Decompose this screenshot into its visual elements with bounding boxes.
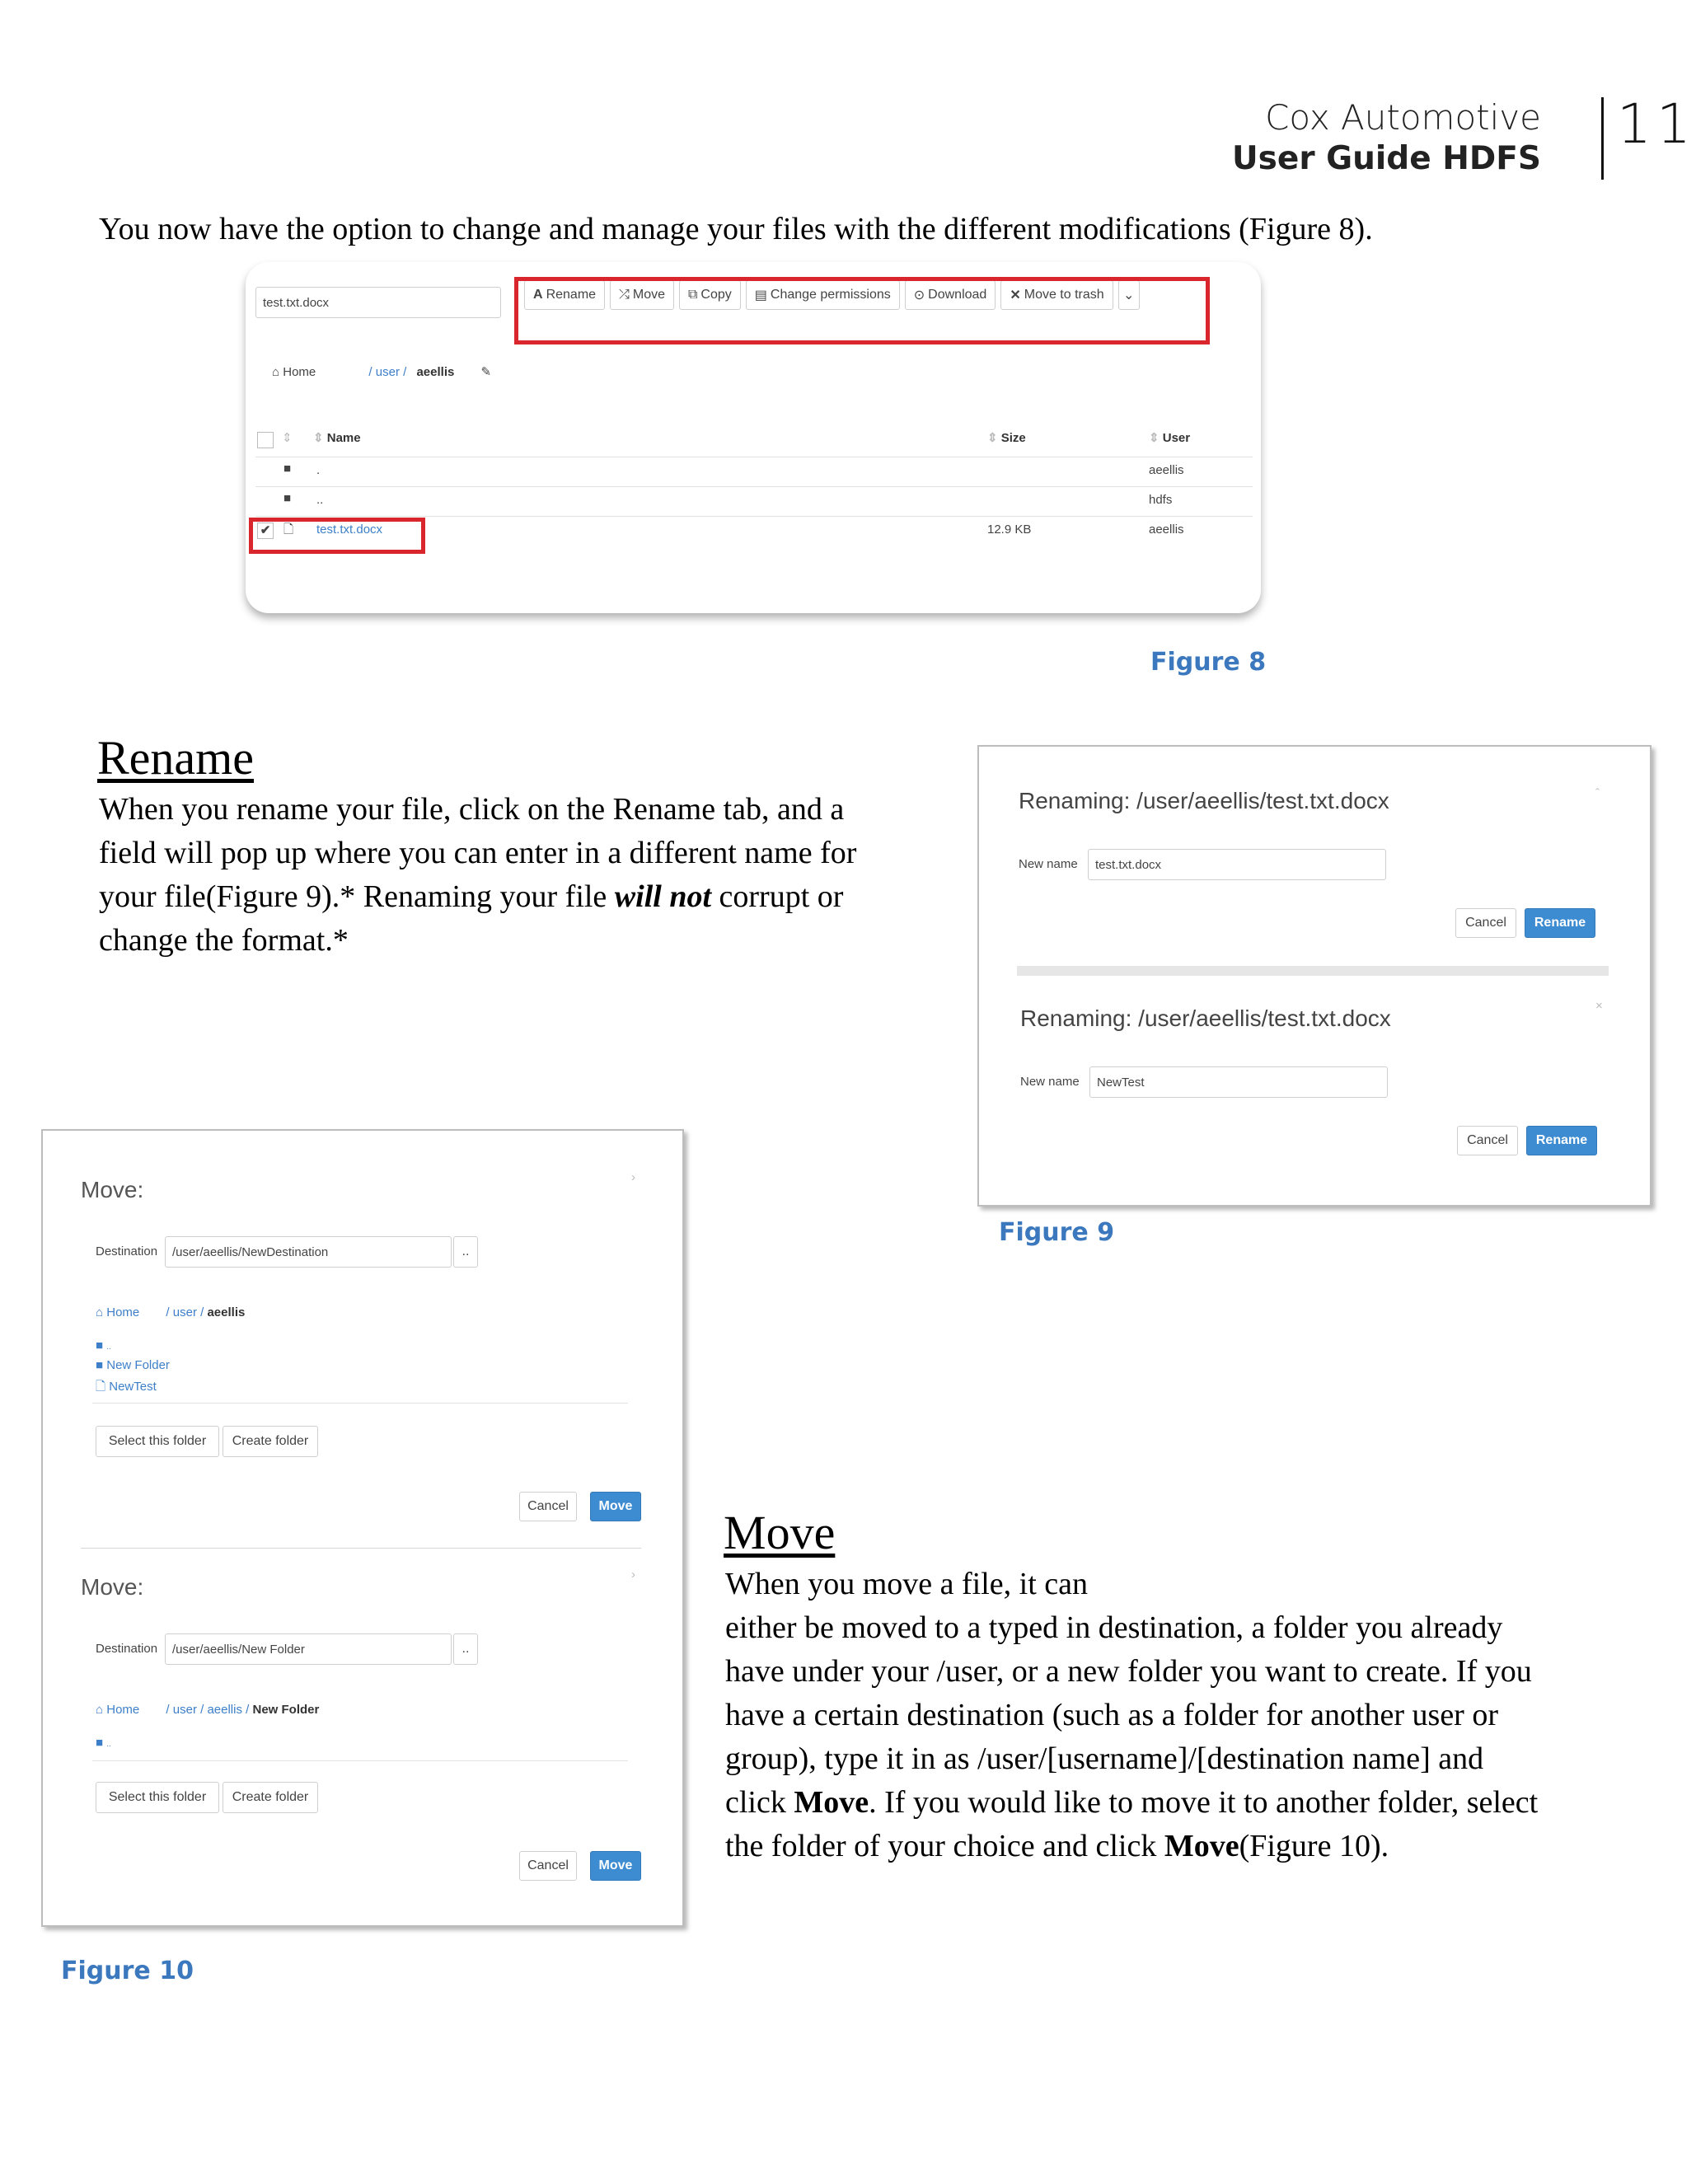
breadcrumb-home[interactable]: Home — [106, 1305, 140, 1319]
breadcrumb-home[interactable]: Home — [283, 365, 316, 379]
breadcrumb — [96, 1703, 319, 1717]
header-guide-title: User Guide HDFS — [1232, 140, 1541, 177]
figure-8-caption: Figure 8 — [1150, 648, 1267, 677]
destination-input[interactable]: /user/aeellis/NewDestination — [165, 1236, 452, 1268]
table-row-user: hdfs — [1149, 493, 1173, 507]
move-button[interactable]: Move — [590, 1851, 641, 1881]
file-icon: 🗋 — [96, 1380, 106, 1394]
folder-icon: ■ — [283, 462, 292, 476]
chevron-down-icon: ⌄ — [1122, 288, 1135, 302]
rename-heading: Rename — [97, 731, 255, 785]
close-icon[interactable]: › — [631, 1170, 635, 1184]
column-user-header[interactable]: ⇕ User — [1149, 431, 1191, 445]
dialog-divider — [81, 1548, 641, 1549]
folder-list-item[interactable]: ■ .. — [96, 1338, 111, 1352]
figure-9-caption: Figure 9 — [999, 1218, 1115, 1247]
new-name-input[interactable]: test.txt.docx — [1088, 849, 1386, 880]
folder-icon: ■ — [96, 1358, 104, 1372]
move-dialog-title: Move: — [81, 1177, 144, 1202]
move-heading: Move — [724, 1506, 836, 1559]
list-divider — [92, 1403, 628, 1404]
intro-paragraph: You now have the option to change and manage your files with the different modifications (Figure 8). — [99, 212, 1373, 246]
breadcrumb-user[interactable]: / user / — [166, 1305, 204, 1319]
figure-10-screenshot — [41, 1129, 684, 1927]
rename-paragraph: When you rename your file, click on the Rename tab, and a field will pop up where you can enter in a different name for your file(Figure 9).* Renaming your file will not corrupt or change the format.* — [99, 792, 857, 958]
move-button[interactable]: ⤮ Move — [610, 280, 674, 310]
table-row-name[interactable]: .. — [316, 493, 324, 507]
header-divider — [1601, 97, 1604, 180]
row-divider — [255, 486, 1253, 487]
create-folder-button[interactable]: Create folder — [223, 1426, 318, 1457]
list-icon: ▤ — [754, 288, 767, 302]
breadcrumb-current: New Folder — [252, 1703, 320, 1717]
change-permissions-button[interactable]: ▤ Change permissions — [746, 280, 900, 310]
folder-icon: ■ — [283, 491, 292, 505]
figure-9-screenshot — [977, 745, 1651, 1207]
move-to-trash-button[interactable]: ✕ Move to trash — [1000, 280, 1113, 310]
browse-button[interactable]: .. — [453, 1236, 478, 1268]
breadcrumb-current: aeellis — [207, 1305, 246, 1319]
move-button[interactable]: Move — [590, 1492, 641, 1521]
figure-8-screenshot — [246, 262, 1261, 613]
destination-input[interactable]: /user/aeellis/New Folder — [165, 1633, 452, 1665]
list-divider — [92, 1760, 628, 1761]
table-row-size: 12.9 KB — [987, 523, 1032, 537]
breadcrumb-current: aeellis — [416, 365, 455, 379]
rename-button[interactable]: Rename — [1525, 908, 1595, 938]
home-icon: ⌂ — [96, 1305, 104, 1319]
home-icon: ⌂ — [96, 1703, 104, 1717]
rename-dialog-title: Renaming: /user/aeellis/test.txt.docx — [1019, 788, 1389, 813]
destination-label: Destination — [96, 1642, 158, 1656]
rename-dialog-title: Renaming: /user/aeellis/test.txt.docx — [1020, 1005, 1391, 1031]
breadcrumb — [272, 364, 491, 379]
folder-icon: ■ — [96, 1338, 104, 1352]
table-row-name[interactable]: test.txt.docx — [316, 523, 383, 537]
breadcrumb — [96, 1305, 245, 1319]
folder-icon: ■ — [96, 1736, 104, 1750]
file-icon: 🗋 — [283, 523, 294, 537]
table-row-user: aeellis — [1149, 523, 1184, 537]
select-this-folder-button[interactable]: Select this folder — [96, 1426, 219, 1457]
rename-button[interactable]: Rename — [1526, 1126, 1597, 1155]
cancel-button[interactable]: Cancel — [519, 1492, 577, 1521]
home-icon: ⌂ — [272, 365, 280, 379]
close-icon[interactable]: › — [631, 1568, 635, 1582]
move-paragraph: When you move a file, it can either be moved to a typed in destination, a folder you already have under your /user, or a new folder you want to create. If you have a certain destination (such as a folder for another user or group), type it in as /user/[username]/[destination name] and click Move. If you would like to move it to another folder, select the folder of your choice and click Move(Figure 10). — [725, 1567, 1539, 1863]
row-checkbox-checked[interactable]: ✔ — [257, 523, 274, 539]
new-name-label: New name — [1019, 857, 1078, 871]
breadcrumb-user[interactable]: / user / — [368, 365, 407, 379]
select-this-folder-button[interactable]: Select this folder — [96, 1782, 219, 1813]
folder-list-item[interactable]: ■ .. — [96, 1736, 111, 1750]
dialog-divider — [1017, 966, 1609, 976]
table-row-user: aeellis — [1149, 463, 1184, 477]
rename-icon: A — [533, 288, 543, 302]
move-dialog-title: Move: — [81, 1574, 144, 1600]
shuffle-icon: ⤮ — [619, 288, 630, 302]
sort-icon[interactable]: ⇕ — [282, 431, 293, 445]
cancel-button[interactable]: Cancel — [519, 1851, 577, 1881]
table-row-name[interactable]: . — [316, 463, 321, 477]
figure-10-caption: Figure 10 — [61, 1957, 194, 1985]
breadcrumb-user[interactable]: / user / aeellis / — [166, 1703, 250, 1717]
close-icon[interactable]: × — [1595, 999, 1603, 1013]
download-icon: ⊙ — [913, 288, 925, 302]
copy-icon: ⧉ — [687, 288, 698, 302]
destination-label: Destination — [96, 1244, 158, 1258]
header-company: Cox Automotive — [1265, 97, 1541, 138]
close-icon: ✕ — [1010, 288, 1021, 302]
cancel-button[interactable]: Cancel — [1457, 1126, 1518, 1155]
toolbar-highlight-box — [514, 277, 1210, 344]
create-folder-button[interactable]: Create folder — [223, 1782, 318, 1813]
close-icon[interactable]: ˆ — [1595, 786, 1600, 800]
new-name-label: New name — [1020, 1075, 1080, 1089]
browse-button[interactable]: .. — [453, 1633, 478, 1665]
folder-list-item[interactable]: ■ New Folder — [96, 1358, 170, 1372]
column-size-header[interactable]: ⇕ Size — [987, 431, 1026, 445]
new-name-input[interactable]: NewTest — [1089, 1066, 1388, 1098]
page-number: 11 — [1617, 92, 1696, 156]
rename-button[interactable]: A Rename — [524, 280, 605, 310]
download-button[interactable]: ⊙ Download — [905, 280, 996, 310]
search-input[interactable]: test.txt.docx — [255, 287, 501, 318]
pencil-icon[interactable]: ✎ — [480, 365, 492, 379]
row-divider — [255, 516, 1253, 517]
select-all-checkbox[interactable] — [257, 432, 274, 448]
file-highlight-box — [249, 518, 425, 554]
column-name-header[interactable]: ⇕ Name — [313, 431, 361, 445]
breadcrumb-home[interactable]: Home — [106, 1703, 140, 1717]
cancel-button[interactable]: Cancel — [1455, 908, 1516, 938]
file-list-item[interactable]: 🗋 NewTest — [96, 1380, 157, 1394]
copy-button[interactable]: ⧉ Copy — [679, 280, 741, 310]
